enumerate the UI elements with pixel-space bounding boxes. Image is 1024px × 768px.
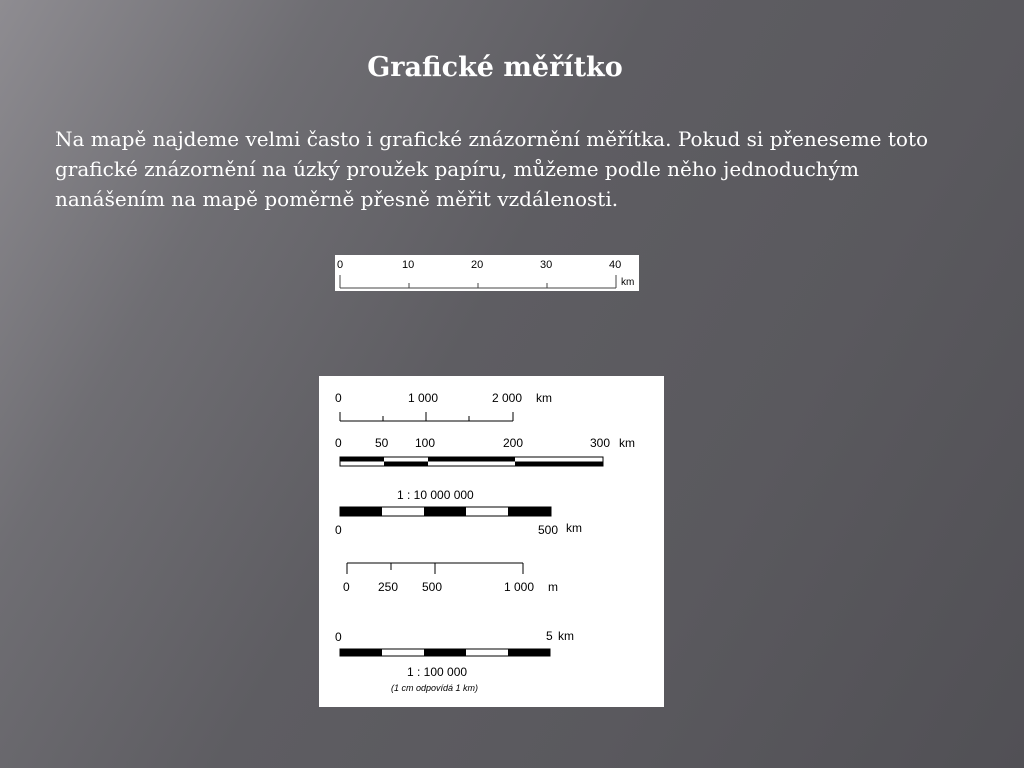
line1-tick-label: 0 (335, 391, 342, 405)
line2-unit: km (619, 436, 635, 450)
line2-tick-label: 200 (503, 436, 524, 450)
scale-top-line (340, 275, 616, 288)
line2-tick-label: 300 (590, 436, 611, 450)
line1-unit: km (536, 391, 552, 405)
scale-top-tick-label: 40 (609, 259, 622, 271)
line2-tick-label: 50 (375, 436, 389, 450)
line4-bar (347, 563, 523, 574)
line4-tick-label: 250 (378, 580, 399, 594)
line4-tick-label: 1 000 (504, 580, 535, 594)
line2-tick-label: 0 (335, 436, 342, 450)
line3-ratio: 1 : 10 000 000 (397, 488, 474, 502)
line5-bar (340, 649, 550, 656)
scale-bar-top-svg (335, 255, 639, 291)
line2-bar (340, 457, 603, 466)
scale-top-tick-label: 10 (402, 259, 415, 271)
line4-tick-label: 500 (422, 580, 443, 594)
line2-tick-label: 100 (415, 436, 436, 450)
scale-bar-image-top (335, 255, 639, 291)
line5-ratio: 1 : 100 000 (407, 665, 468, 679)
line5-start: 0 (335, 630, 342, 644)
line3-unit: km (566, 521, 582, 535)
slide-body-text: Na mapě najdeme velmi často i grafické znázornění měřítka. Pokud si přeneseme toto grafické znázornění na úzký proužek papíru, můžeme podle něho jednoduchým nanášením na mapě poměrně přesně měřit vzdálenosti. (55, 127, 929, 211)
line5-end: 5 (546, 629, 553, 643)
slide-title: Grafické měřítko (367, 52, 623, 83)
line1-tick-label: 2 000 (492, 391, 523, 405)
scale-top-unit: km (621, 277, 635, 288)
line1-bar (340, 412, 513, 421)
scale-top-tick-label: 30 (540, 259, 553, 271)
line3-bar (340, 507, 551, 516)
line1-tick-label: 1 000 (408, 391, 439, 405)
line3-end: 500 (538, 523, 559, 537)
line3-start: 0 (335, 523, 342, 537)
scale-top-tick-label: 0 (337, 259, 344, 271)
scale-top-tick-label: 20 (471, 259, 484, 271)
line5-note: (1 cm odpovídá 1 km) (391, 683, 479, 693)
scale-examples-image (319, 376, 664, 707)
line4-unit: m (548, 580, 558, 594)
scale-examples-svg (319, 376, 664, 707)
line5-unit: km (558, 629, 574, 643)
line4-tick-label: 0 (343, 580, 350, 594)
